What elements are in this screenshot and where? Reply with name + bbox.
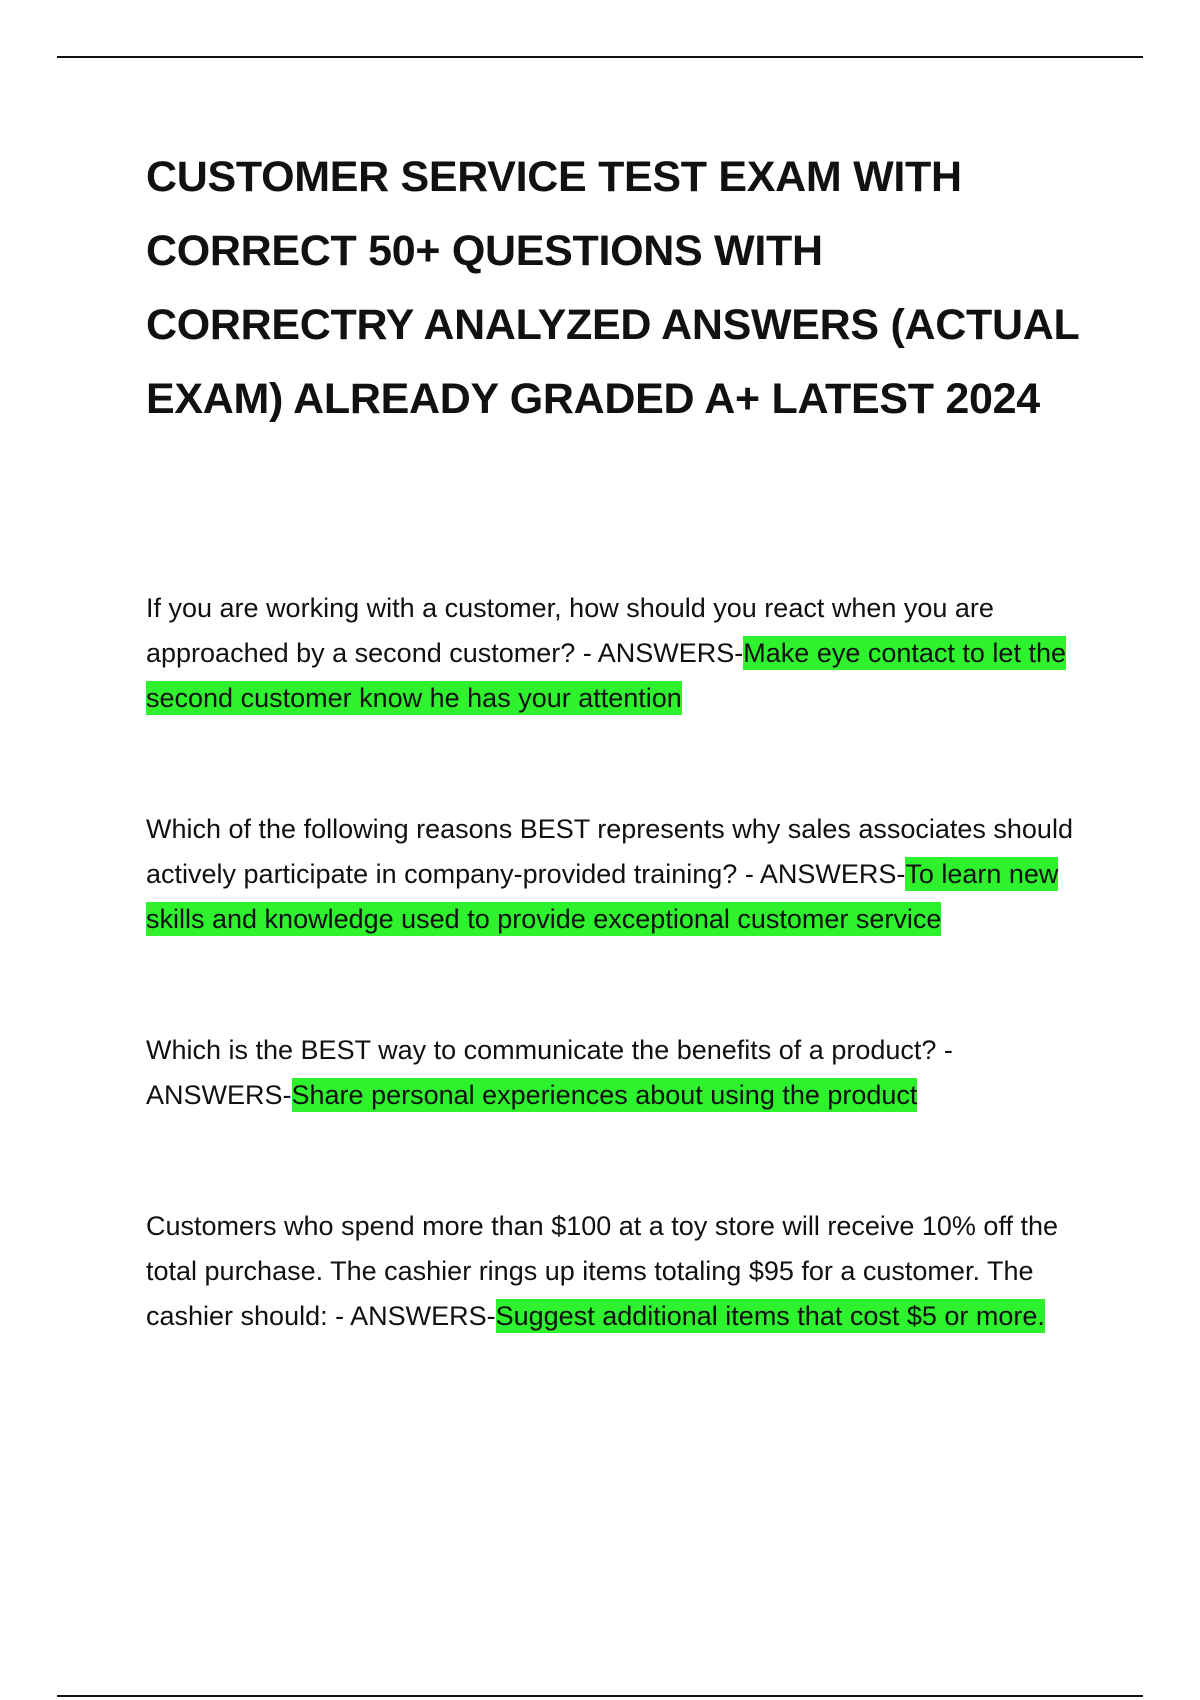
bottom-rule <box>57 1695 1143 1697</box>
answer-highlight: To learn new skills and knowledge used to provide exceptional customer service <box>146 859 1059 934</box>
answer-marker: - ANSWERS- <box>575 638 744 668</box>
qa-item-1 <box>146 586 1096 721</box>
answer-marker: - ANSWERS- <box>146 1035 953 1110</box>
qa-list <box>146 586 1096 1339</box>
qa-item-2 <box>146 807 1096 942</box>
question-text: If you are working with a customer, how should you react when you are approached by a second customer? <box>146 593 994 668</box>
question-text: Which of the following reasons BEST represents why sales associates should actively participate in company-provided training? <box>146 814 1073 889</box>
answer-highlight: Share personal experiences about using the product <box>291 1080 918 1110</box>
answer-marker: - ANSWERS- <box>327 1301 496 1331</box>
qa-item-3 <box>146 1028 1096 1118</box>
answer-highlight: Make eye contact to let the second customer know he has your attention <box>146 638 1066 713</box>
question-text: Which is the BEST way to communicate the benefits of a product? <box>146 1035 937 1065</box>
answer-marker: - ANSWERS- <box>737 859 906 889</box>
document-body <box>146 140 1096 1339</box>
answer-highlight: Suggest additional items that cost $5 or more. <box>495 1301 1045 1331</box>
question-text: Customers who spend more than $100 at a toy store will receive 10% off the total purchase. The cashier rings up items totaling $95 for a customer. The cashier should: <box>146 1211 1058 1331</box>
qa-item-4 <box>146 1204 1096 1339</box>
document-title: CUSTOMER SERVICE TEST EXAM WITH CORRECT 50+ QUESTIONS WITH CORRECTRY ANALYZED ANSWERS (ACTUAL EXAM) ALREADY GRADED A+ LATEST 2024 <box>146 153 1079 423</box>
top-rule <box>57 56 1143 58</box>
